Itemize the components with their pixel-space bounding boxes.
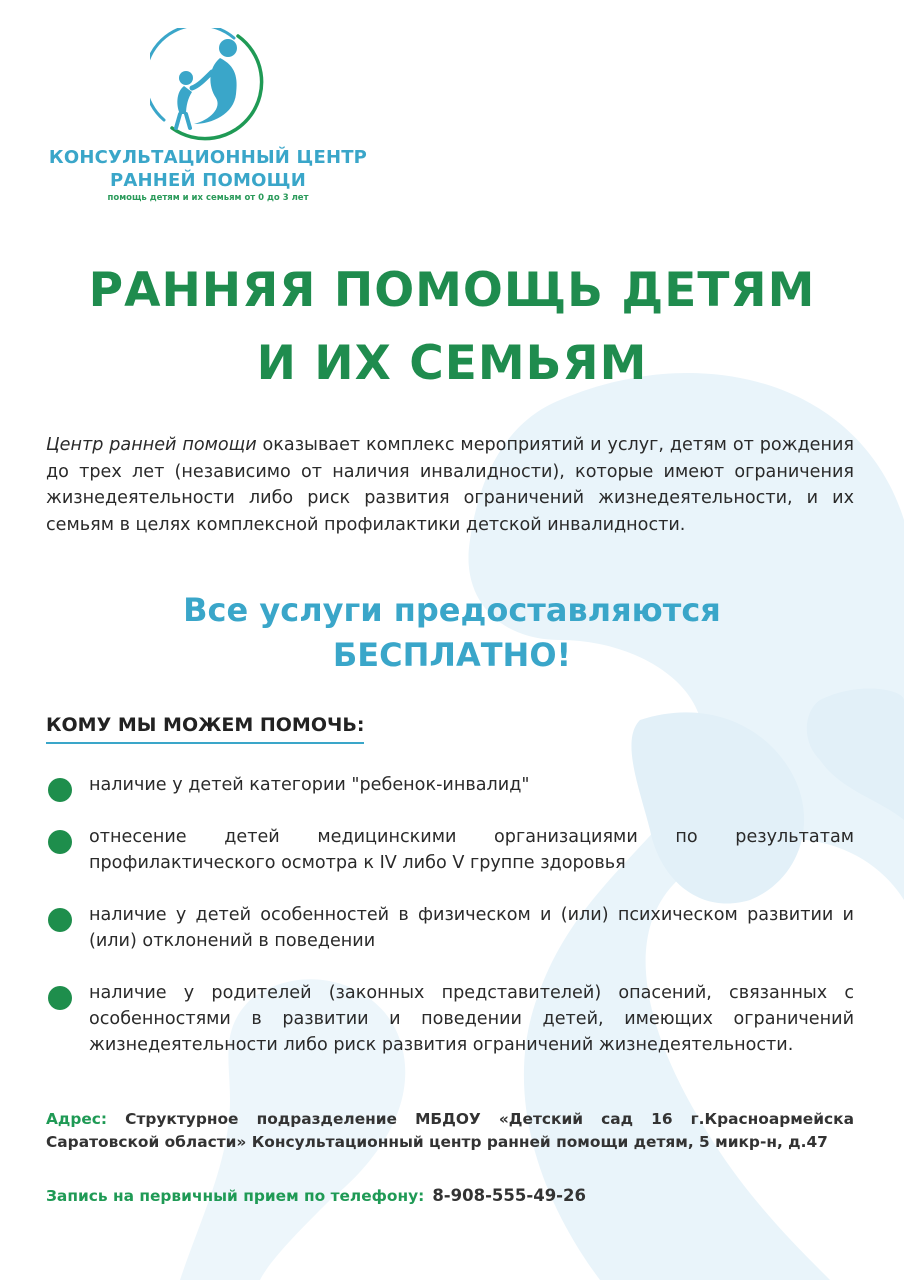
- phone-number[interactable]: 8-908-555-49-26: [432, 1186, 586, 1205]
- bullet-dot-icon: [48, 908, 72, 932]
- intro-emphasis: Центр ранней помощи: [46, 435, 257, 455]
- who-we-help-list: [46, 772, 854, 1058]
- list-item-text: наличие у детей особенностей в физическом и (или) психическом развитии и (или) отклонений в поведении: [89, 905, 854, 951]
- page-title-line1: РАННЯЯ ПОМОЩЬ ДЕТЯМ: [88, 263, 816, 318]
- org-tagline: помощь детям и их семьям от 0 до 3 лет: [107, 193, 309, 203]
- org-name: [30, 146, 386, 192]
- free-notice-line2: БЕСПЛАТНО!: [332, 636, 572, 674]
- list-item-text: наличие у детей категории "ребенок-инвалид": [89, 775, 530, 795]
- org-name-line2: РАННЕЙ ПОМОЩИ: [110, 170, 306, 191]
- page-title-line2: И ИХ СЕМЬЯМ: [256, 336, 648, 391]
- free-services-notice: [0, 588, 904, 678]
- bullet-dot-icon: [48, 778, 72, 802]
- bullet-dot-icon: [48, 830, 72, 854]
- list-item: [46, 824, 854, 876]
- org-name-line1: КОНСУЛЬТАЦИОННЫЙ ЦЕНТР: [48, 147, 368, 168]
- intro-paragraph: [46, 432, 854, 538]
- bullet-dot-icon: [48, 986, 72, 1010]
- page-title: [0, 254, 904, 400]
- who-we-help-heading: КОМУ МЫ МОЖЕМ ПОМОЧЬ:: [46, 710, 364, 744]
- list-item: [46, 902, 854, 954]
- mother-and-child-logo-icon: [150, 28, 268, 144]
- address: [46, 1108, 854, 1154]
- phone-label: Запись на первичный прием по телефону:: [46, 1187, 425, 1205]
- intro-text: оказывает комплекс мероприятий и услуг, детям от рождения до трех лет (независимо от наличия инвалидности), которые имеют ограничения жизнедеятельности либо риск развития ограничений жизнедеятельности, и их семьям в целях комплексной профилактики детской инвалидности.: [46, 435, 854, 535]
- phone-line: [46, 1184, 854, 1208]
- address-text: Структурное подразделение МБДОУ «Детский сад 16 г.Красноармейска Саратовской области» Консультационный центр ранней помощи детям, 5 микр-н, д.47: [46, 1110, 854, 1151]
- free-notice-line1: Все услуги предоставляются: [183, 591, 721, 629]
- list-item: [46, 980, 854, 1058]
- list-item-text: отнесение детей медицинскими организациями по результатам профилактического осмотра к IV либо V группе здоровья: [89, 827, 854, 873]
- address-label: Адрес:: [46, 1110, 108, 1128]
- list-item-text: наличие у родителей (законных представителей) опасений, связанных с особенностями в развитии и поведении детей, имеющих ограничений жизнедеятельности либо риск развития ограничений жизнедеятельности.: [89, 983, 854, 1055]
- list-item: [46, 772, 854, 798]
